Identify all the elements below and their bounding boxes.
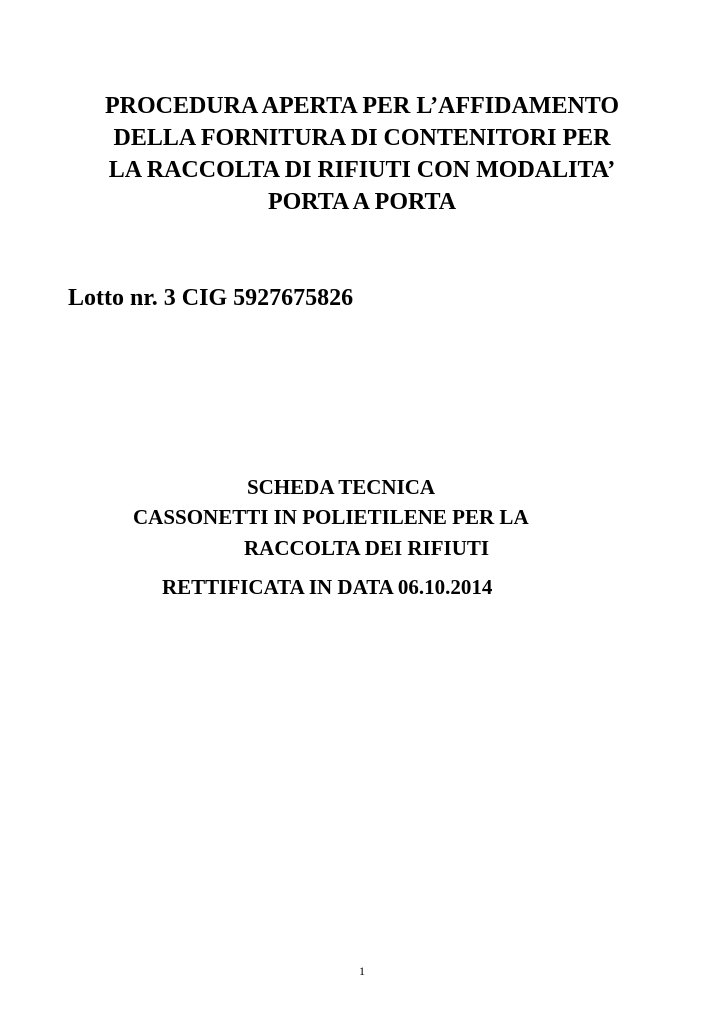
scheda-line-1: SCHEDA TECNICA — [247, 475, 436, 499]
scheda-line-2: CASSONETTI IN POLIETILENE PER LA — [133, 505, 529, 529]
title-line-4: PORTA A PORTA — [267, 189, 457, 215]
title-line-3: LA RACCOLTA DI RIFIUTI CON MODALITA’ — [108, 157, 616, 183]
scheda-line-3: RACCOLTA DEI RIFIUTI — [244, 536, 490, 560]
document-title — [40, 90, 684, 218]
lotto-cig-heading: Lotto nr. 3 CIG 5927675826 — [68, 285, 354, 311]
page-number: 1 — [359, 964, 365, 978]
title-line-1: PROCEDURA APERTA PER L’AFFIDAMENTO — [104, 93, 620, 119]
scheda-line-4: RETTIFICATA IN DATA 06.10.2014 — [162, 575, 493, 599]
title-line-2: DELLA FORNITURA DI CONTENITORI PER — [113, 125, 611, 151]
